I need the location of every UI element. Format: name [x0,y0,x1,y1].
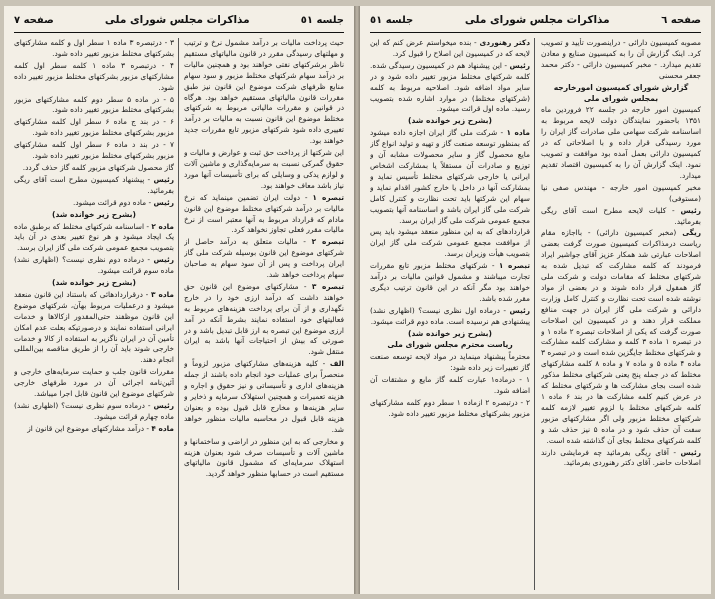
body-paragraph: ۴ - درتبصره ۳ ماده ۱ کلمه سطر اول کلمه مشارکتهای مزبور بشرکتهای مختلط مزبور تغییر داده شود. [14,60,174,92]
speaker-label: ماده ۳ [151,289,174,299]
speech-text: - درآمد مشارکتهای موضوع این قانون از [27,423,150,433]
speaker-paragraph [541,206,701,228]
speech-text: - درماده سوم نظری نیست؟ (اظهاری نشد) ماده چهارم قرائت میشود. [14,401,174,421]
section-heading: (بشرح زیر خوانده شد) [407,328,492,338]
section-heading: (بشرح زیر خوانده شد) [51,278,136,288]
speaker-label: ماده ۲ [151,221,174,231]
body-paragraph: قراردادهای که به این منظور منعقد میشود باید پس از موافقت مجمع عمومی شرکت ملی گاز ایران بتصویب هیأت وزیران برسد. [370,227,530,259]
speech-text: - مالیات متعلق به درآمد حاصل از شرکتهای موضوع این قانون بوسیله شرکت ملی گاز ایران پرداخت و پس از آن سود سهام به صاحبان سهام پرداخت خواهد شد. [184,237,344,280]
speaker-label: رئیس [680,205,701,215]
page-number: صفحه ٧ [14,15,54,26]
speaker-paragraph [370,61,530,116]
speech-text: - آقای ریگی بفرمائید چه فرمایشی دارند اصلاحات حاضر. آقای دکتر رهنوردی بفرمائید. [541,447,701,468]
speech-text: - بنده میخواستم عرض کنم که این لایحه که در کمیسیون این اصلاح را قبول کرد. [370,38,530,58]
body-paragraph: ۶ - در بند ج ماده ۶ سطر اول کلمه مشارکتهای مزبور بشرکتهای مختلط مزبور تغییر داده شود. [14,117,174,138]
session-label: جلسه ٥١ [370,15,414,26]
speaker-paragraph [370,38,530,60]
text-column-right [184,38,344,590]
text-column-left [370,38,530,590]
section-heading: ریاست محترم مجلس شورای ملی [387,340,513,350]
speaker-paragraph [184,237,344,281]
speaker-label: رئیس [153,197,174,207]
speaker-label: رئیس [153,255,174,265]
section-heading: گزارش شورای کمیسیون امورخارجه بمجلس شورای ملی [553,82,689,103]
speaker-paragraph [14,222,174,255]
speaker-label: دکتر رهنوردی [479,38,530,47]
page-title: مذاکرات مجلس شورای ملی [104,14,250,26]
speech-text: - درماده دوم نظری نیست؟ (اظهاری نشد) ماده سوم قرائت میشود. [14,255,174,276]
speech-text: - شرکت ملی گاز ایران اجازه داده میشود که بمنظور توسعه صنعت گاز و تهیه و تولید انواع گاز مایع محصول گاز و سایر محصولات مشابه آن و توزیع و صادرات آن مستقلاً یا بمشارکت اشخاص ایرانی یا خارجی شرکتهای مختلط تأسیس نماید و بمشارکت آنها در داخل یا خارج کشور اقدام نماید و سهام این شرکتها باید تحت نظارت و کنترل کامل شرکت ملی گاز ایران باشد و اساسنامه آنها بتصویب مجمع عمومی شرکت ملی گاز ایران برسد. [370,128,530,225]
speaker-paragraph [14,424,174,435]
speech-text: - ماده دوم قرائت میشود. [73,197,152,207]
speech-text: - این پیشنهاد هم در کمیسیون رسیدگی شده. کلمه شرکتهای مختلط مزبور تغییر داده شود و در سایر مواد اضافه شود. اصلاحیه مربوط به کلمه (شرکتهای مختلط) در موارد اشاره شده بتصویب رسید. ماده اول قرائت میشود. [370,60,530,114]
speech-text: - اساسنامه شرکتهای مختلط که برطبق ماده یک ایجاد میشود و هر نوع تغییر بعدی در آن باید بتصویب مجمع عمومی شرکت ملی گاز ایران برسد. [14,221,174,253]
speech-text: - شرکتهای مختلط مزبور تابع مقررات تجارت میباشند و مشمول قوانین مالیات بر درآمد خواهند بود مگر آنکه در این قانون ترتیب دیگری مقرر شده باشد. [370,261,530,303]
speaker-paragraph [370,306,530,328]
speaker-paragraph [14,255,174,277]
speaker-label: رئیس [509,60,530,70]
speaker-label: ماده ۴ [151,423,174,433]
speaker-paragraph [14,290,174,366]
speaker-label: تبصره ۱ [498,261,530,271]
speech-text: - درماده اول نظری نیست؟ (اظهاری نشد) پیشنهادی هم نرسیده است. ماده دوم قرائت میشود. [370,305,530,326]
body-paragraph: کمیسیون امور خارجه در جلسه ۲۲ فروردین ماه ۱۳۵۱ باحضور نمایندگان دولت لایحه مربوط به اساسنامه شرکت سهامی ملی صادرات گاز ایران را مورد رسیدگی قرار داده و با اصلاحاتی که در کمیسیون دارائی بعمل آمده بود موافقت و تصویب نمود. اینک گزارش آن را به کمیسیون اقتصاد تقدیم میدارد. [541,105,701,180]
speaker-paragraph [370,261,530,305]
page-header [14,14,344,33]
body-paragraph: ۲ - درتبصره ۲ ازماده ۱ سطر دوم کلمه مشارکتهای مزبور بشرکتهای مختلط مزبور تغییر داده شود. [370,398,530,418]
speech-text: - درقراردادهائی که باستناد این قانون منعقد میشود و درعملیات مربوط بهآن، شرکتهای موضوع این قانون موظفند حتی‌المقدور ازکالاها و خدمات ایرانی استفاده نمایند و درصورتیکه بعلت عدم امکان تأمین آن در ایران ناگزیر به استفاده از کالا و خدمات خارجی شوند باید آن را از طریق مناقصه بین‌المللی انجام دهند. [14,289,174,365]
page-title: مذاکرات مجلس شورای ملی [464,14,610,26]
body-paragraph: مصوبه کمیسیون دارائی - دراینصورت تأیید و تصویب کرد. اینک گزارش آن را به کمیسیون صنایع و معادن تقدیم میدارد. - مخبر کمیسیون دارائی - دکتر محمد جعفر محسنی [541,38,701,80]
column-divider [534,38,535,590]
speaker-paragraph [14,198,174,209]
body-paragraph: گاز محصول شرکتهای مزبور کلمه گاز حذف گردد. [22,162,174,172]
speech-text: - کلیه هزینه‌های مشارکتهای مزبور لزوماً و منحصراً برای عملیات خود انجام داده باشند از جمله هزینه‌های اداری و تأسیساتی و نیز حقوق و اجاره و هزینه تعمیرات و همچنین استهلاک سرمایه و ذخایر و سایر هزینه‌ها و مخارج قابل قبول بوده و بعنوان هزینه قابل قبول در محاسبه مالیات منظور خواهد شد. [184,359,344,434]
speaker-paragraph [184,359,344,435]
speaker-paragraph [370,128,530,226]
speaker-paragraph [541,228,701,446]
body-paragraph: ۷ - در بند د ماده ۶ سطر اول کلمه مشارکتهای مزبور بشرکتهای مختلط مزبور تغییر داده شود. [14,140,174,161]
speaker-label: رئیس [680,447,701,457]
speech-text: - دولت ایران تضمین مینماید که نرخ مالیات بر درآمد شرکتهای مختلط موضوع این قانون مادام که قرارداد مربوط به آنها معتبر است از نرخ مالیات مقرر فعلی تجاوز نخواهد کرد. [184,192,344,235]
speaker-label: تبصره ۲ [311,237,344,247]
speaker-label: رئیس [153,401,174,410]
speaker-paragraph [14,401,174,423]
page-right [360,6,711,594]
speaker-label: ریگی [682,228,701,238]
body-paragraph: ۳ - درتبصره ۳ ماده ۱ سطر اول و کلمه مشارکتهای بشرکتهای مختلط مزبور تغییر داده شود. [14,38,174,58]
speaker-label: رئیس [153,174,174,184]
session-label: جلسه ٥١ [300,15,344,26]
page-header [370,14,701,33]
column-divider [178,38,179,590]
body-paragraph: مقررات قانون جلب و حمایت سرمایه‌های خارجی و آئین‌نامه اجرائی آن در مورد طرفهای خارجی شرکتهای موضوع این قانون قابل اجرا میباشد. [14,367,174,399]
speech-text: - مشارکتهای موضوع این قانون حق خواهند داشت که درآمد ارزی خود را در خارج نگهداری و از آن برای پرداخت هزینه‌های مربوط به فعالیتهای خود استفاده نمایند بشرط آنکه در آمد ارزی موضوع این تبصره به ارز قابل تبدیل باشد و در صورتی که بیش از احتیاجات آنها باشد به ایران منتقل شود. [184,281,344,357]
speaker-paragraph [541,448,701,470]
section-heading: (بشرح زیر خوانده شد) [51,209,136,219]
speaker-paragraph [184,282,344,358]
speaker-paragraph [14,175,174,197]
body-paragraph: ۱ - درماده۱ عبارت کلمه گاز مایع و مشتقات آن اضافه شود. [370,375,530,396]
section-heading: (بشرح زیر خوانده شد) [407,116,492,126]
page-number: صفحه ٦ [661,15,701,26]
page-left [4,6,354,594]
body-paragraph: مخبر کمیسیون امور خارجه - مهندس صفی نیا (مستوفی) [541,182,701,203]
speaker-label: ماده ۱ [506,128,530,138]
text-column-left [14,38,174,590]
speech-text: - کلیات لایحه مطرح است آقای ریگی بفرمائید. [541,205,701,226]
speaker-label: تبصره ۳ [311,281,344,291]
body-paragraph: این شرکتها از پرداخت حق ثبت و عوارض و مالیات و حقوق گمرکی نسبت به سرمایه‌گذاری و ماشین آلات و لوازم یدکی و وسایلی که برای تأسیسات آنها مورد نیاز باشد معاف خواهند بود. [184,148,344,190]
text-column-right [541,38,701,590]
speech-text: - پیشنهاد کمیسیون مطرح است آقای ریگی بفرمائید. [14,174,174,195]
speech-text: (مخبر کمیسیون دارائی) - بااجازه مقام ریاست درمذاکرات کمیسیون صورت گرفت بعضی اصلاحات عبارتی شد همکار عزیز آقای جواشیر ایراد فرمودند که کلمه مشارکت که تبدیل شده به شرکتهای مختلط که مقامات دولت و شرکت ملی گاز همقول قرار داده شوند و در بعضی از مواد نوشته شده است تحت نظارت و کنترل کامل وزارت دارائی و شرکت ملی گاز ایران در جهت منافع مملکت قرار دهند و در کمیسیون این اصلاحات صورت گرفت که یکی از اصلاحات تبصره ۲ ماده ۱ و در تبصره ۱ ماده ۳ کلمه و مشارکت کلمه مشارکت و شرکتهای مختلط جایگزین شده است و در تبصره ۳ ماده ۴ ماده ۵ و ماده ۷ و ماده ۸ کلمه مشارکتهای مختلط که در جمله پنج یعنی شرکتهای مختلط مذکور شده است بجای مشارکت ها و شرکتهای مختلط که در عرض کنیم کلمه مشارکت ها در بند ۶ ماده ۱ کلمه شرکتهای مختلط با لزوم تغییر لازمه کلمه شرکتهای مختلط مزبور ولی اگر مشارکتهای مزبور سفت آن حذف شود و در ماده ۵ نیز حذف شد و کلمه شرکتهای مختلط بجای آن گذاشته شده است. [541,228,701,445]
speaker-label: الف [329,359,344,369]
body-paragraph: و مخارجی که به این منظور در اراضی و ساختمانها و ماشین آلات و تأسیسات صرف شود بعنوان هزینه استهلاک سرمایه‌ای که مشمول قانون مالیاتهای مستقیم است در حسابها منظور خواهد گردید. [184,436,344,479]
speaker-label: تبصره ۱ [312,192,344,202]
body-paragraph: ۵ - در ماده ۵ سطر دوم کلمه مشارکتهای مزبور بشرکتهای مختلط مزبور تغییر داده شود. [14,94,174,115]
body-paragraph: حیث پرداخت مالیات بر درآمد مشمول نرخ و ترتیب و مهلتهای رسیدگی مقرر در قانون مالیاتهای مستقیم ناظر برشرکتهای نفتی خواهند بود و همچنین مالیات بر درآمد سهام شرکتهای مختلط مزبور و سود سهام منابع ظرفهای شرکت موضوع این قانون نیز طبق مقررات قانون مالیاتهای مستقیم خواهد بود. هرگاه در قوانین و مقررات مالیاتی مربوط به شرکتهای مختلط موضوع این قانون نسبت به مالیات بر درآمد تغییری داده شود شرکتهای مزبور تابع مقررات جدید خواهند بود. [184,38,344,146]
speaker-paragraph [184,193,344,237]
body-paragraph: محترماً پیشنهاد مینماید در مواد لایحه توسعه صنعت گاز تغییرات زیر داده شود: [370,352,530,373]
speaker-label: رئیس [509,305,530,315]
